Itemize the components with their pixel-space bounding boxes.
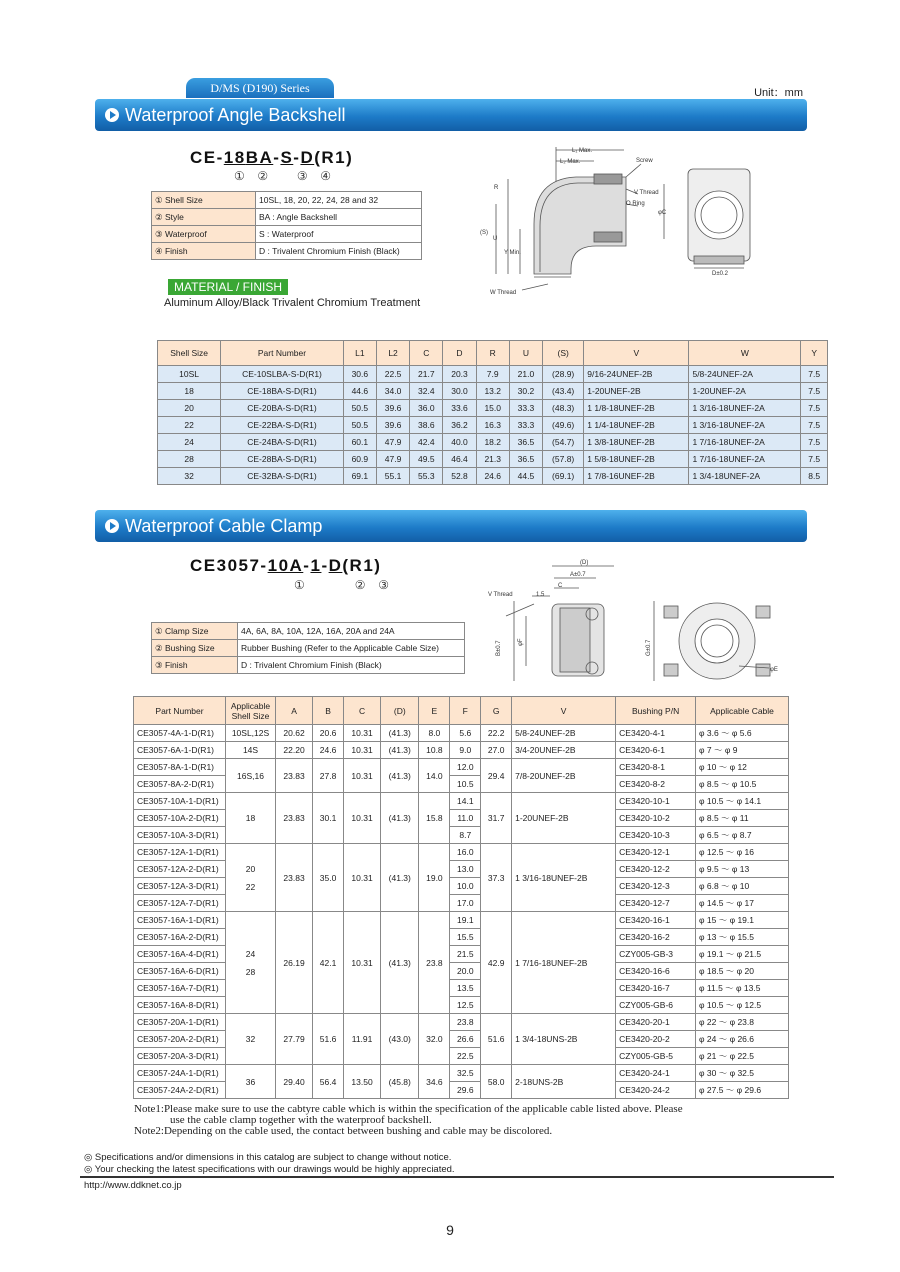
play-icon	[105, 519, 119, 533]
dim-s: (S)	[480, 230, 488, 236]
table-row: CE3057-20A-2-D(R1) 26.6 CE3420-20-2 φ 24 ～ φ 26.6	[134, 1031, 789, 1048]
table-row: CE3057-20A-3-D(R1) 22.5 CZY005-GB-5 φ 21 ～ φ 22.5	[134, 1048, 789, 1065]
note-2: Note2:Depending on the cable used, the contact between bushing and cable may be discolored.	[134, 1125, 553, 1137]
table-row: 20 CE-20BA-S-D(R1) 50.5 39.6 36.0 33.6 15.0 33.3 (48.3) 1 1/8-18UNEF-2B 1 3/16-18UNEF-2A 7.5	[158, 400, 828, 417]
material-heading: MATERIAL / FINISH	[168, 279, 288, 295]
spec-row: ④ Finish D : Trivalent Chromium Finish (Black)	[152, 243, 422, 260]
table-row: CE3057-12A-2-D(R1) 13.0 CE3420-12-2 φ 9.5 ～ φ 13	[134, 861, 789, 878]
spec-row: ① Shell Size 10SL, 18, 20, 22, 24, 28 and 32	[152, 192, 422, 209]
table-row: CE3057-16A-6-D(R1) 20.0 CE3420-16-6 φ 18.5 ～ φ 20	[134, 963, 789, 980]
table-row: CE3057-12A-3-D(R1) 10.0 CE3420-12-3 φ 6.8 ～ φ 10	[134, 878, 789, 895]
dim-l2: L₂ Max.	[560, 159, 581, 165]
note-1-cont: use the cable clamp together with the waterproof backshell.	[170, 1114, 432, 1126]
section-banner-cable-clamp	[95, 510, 807, 542]
table-row: CE3057-8A-2-D(R1) 10.5 CE3420-8-2 φ 8.5 ～ φ 10.5	[134, 776, 789, 793]
unit-label: Unit：mm	[754, 87, 803, 99]
table-row: CE3057-16A-4-D(R1) 21.5 CZY005-GB-3 φ 19.1 ～ φ 21.5	[134, 946, 789, 963]
table-row: CE3057-16A-8-D(R1) 12.5 CZY005-GB-6 φ 10.5 ～ φ 12.5	[134, 997, 789, 1014]
dim-d: D±0.2	[712, 271, 728, 277]
part-code: CE3057-10A-1-D(R1)	[190, 556, 382, 575]
material-text: Aluminum Alloy/Black Trivalent Chromium Treatment	[164, 297, 421, 309]
part-code: CE-18BA-S-D(R1)	[190, 148, 354, 167]
spec-table-backshell	[151, 191, 422, 260]
dim-15: 1.5	[536, 592, 545, 598]
page-number: 9	[446, 1222, 454, 1238]
table-row: CE3057-16A-1-D(R1) 24 28 26.19 42.1 10.31 (41.3) 23.8 19.1 42.9 1 7/16-18UNEF-2B CE3420-16-1 φ 15 ～ φ 19.1	[134, 912, 789, 929]
table-header-row: Part Number Applicable Shell Size A B C (D) E F G V Bushing P/N Applicable Cable	[134, 697, 789, 725]
table-row: CE3057-10A-2-D(R1) 11.0 CE3420-10-2 φ 8.5 ～ φ 11	[134, 810, 789, 827]
dim-l1: L₁ Max.	[572, 148, 593, 154]
label-vthread: V Thread	[488, 592, 513, 598]
table-row: 32 CE-32BA-S-D(R1) 69.1 55.1 55.3 52.8 24.6 44.5 (69.1) 1 7/8-16UNEF-2B 1 3/4-18UNEF-2A 8.5	[158, 468, 828, 485]
backshell-drawing	[476, 144, 776, 299]
footer-url[interactable]: http://www.ddknet.co.jp	[84, 1180, 182, 1191]
table-row: 22 CE-22BA-S-D(R1) 50.5 39.6 38.6 36.2 16.3 33.3 (49.6) 1 1/4-18UNEF-2B 1 3/16-18UNEF-2A 7.5	[158, 417, 828, 434]
dim-e: φE	[770, 667, 778, 673]
section-banner-angle-backshell	[95, 99, 807, 131]
table-row: CE3057-8A-1-D(R1) 16S,16 23.83 27.8 10.31 (41.3) 14.0 12.0 29.4 7/8-20UNEF-2B CE3420-8-1 φ 10 ～ φ 12	[134, 759, 789, 776]
section-title: Waterproof Cable Clamp	[125, 516, 323, 536]
table-row: 28 CE-28BA-S-D(R1) 60.9 47.9 49.5 46.4 21.3 36.5 (57.8) 1 5/8-18UNEF-2B 1 7/16-18UNEF-2A 7.5	[158, 451, 828, 468]
label-wthread: W Thread	[490, 290, 517, 296]
table-row: 10SL CE-10SLBA-S-D(R1) 30.6 22.5 21.7 20.3 7.9 21.0 (28.9) 9/16-24UNEF-2B 5/8-24UNEF-2A 7.5	[158, 366, 828, 383]
play-icon	[105, 108, 119, 122]
dim-c: φC	[658, 210, 667, 216]
table-row: CE3057-20A-1-D(R1) 32 27.79 51.6 11.91 (43.0) 32.0 23.8 51.6 1 3/4-18UNS-2B CE3420-20-1 φ 22 ～ φ 23.8	[134, 1014, 789, 1031]
table-row: CE3057-16A-7-D(R1) 13.5 CE3420-16-7 φ 11.5 ～ φ 13.5	[134, 980, 789, 997]
table-row: CE3057-4A-1-D(R1) 10SL,12S 20.62 20.6 10.31 (41.3) 8.0 5.6 22.2 5/8-24UNEF-2B CE3420-4-1 φ 3.6 ～ φ 5.6	[134, 725, 789, 742]
dim-g: G±0.7	[646, 639, 652, 656]
table-row: CE3057-10A-1-D(R1) 18 23.83 30.1 10.31 (41.3) 15.8 14.1 31.7 1-20UNEF-2B CE3420-10-1 φ 10.5 ～ φ 14.1	[134, 793, 789, 810]
table-row: CE3057-16A-2-D(R1) 15.5 CE3420-16-2 φ 13 ～ φ 15.5	[134, 929, 789, 946]
spec-row: ② Bushing Size Rubber Bushing (Refer to the Applicable Cable Size)	[152, 640, 465, 657]
clamp-drawing	[484, 556, 784, 686]
label-vthread: V Thread	[634, 190, 659, 196]
code-markers: ① ② ③	[294, 578, 391, 592]
spec-row: ③ Finish D : Trivalent Chromium Finish (Black)	[152, 657, 465, 674]
spec-row: ③ Waterproof S : Waterproof	[152, 226, 422, 243]
dim-r: R	[494, 185, 499, 191]
table-row: CE3057-12A-1-D(R1) 20 22 23.83 35.0 10.31 (41.3) 19.0 16.0 37.3 1 3/16-18UNEF-2B CE3420-12-1 φ 12.5 ～ φ 16	[134, 844, 789, 861]
series-tab: D/MS (D190) Series	[186, 78, 334, 98]
cable-clamp-table	[133, 696, 789, 1099]
footer-line-2: ◎ Your checking the latest specifications with our drawings would be highly appreciated.	[84, 1164, 455, 1175]
code-markers: ① ② ③ ④	[234, 169, 334, 183]
dim-c: C	[558, 583, 563, 589]
dim-u: U	[493, 236, 498, 242]
dim-a: A±0.7	[570, 572, 586, 578]
table-row: CE3057-24A-1-D(R1) 36 29.40 56.4 13.50 (45.8) 34.6 32.5 58.0 2-18UNS-2B CE3420-24-1 φ 30 ～ φ 32.5	[134, 1065, 789, 1082]
footer-line-1: ◎ Specifications and/or dimensions in this catalog are subject to change without notice.	[84, 1152, 452, 1163]
dim-b: B±0.7	[496, 640, 502, 656]
footer-rule	[80, 1176, 834, 1178]
label-screw: Screw	[636, 158, 653, 164]
table-header-row: Shell Size Part Number L1 L2 C D R U (S) V W Y	[158, 341, 828, 366]
backshell-table	[157, 340, 828, 485]
dim-d: (D)	[580, 560, 589, 566]
table-row: 18 CE-18BA-S-D(R1) 44.6 34.0 32.4 30.0 13.2 30.2 (43.4) 1-20UNEF-2B 1-20UNEF-2A 7.5	[158, 383, 828, 400]
section-title: Waterproof Angle Backshell	[125, 105, 346, 125]
table-row: 24 CE-24BA-S-D(R1) 60.1 47.9 42.4 40.0 18.2 36.5 (54.7) 1 3/8-18UNEF-2B 1 7/16-18UNEF-2A 7.5	[158, 434, 828, 451]
dim-f: φF	[518, 638, 524, 646]
note-1: Note1:Please make sure to use the cabtyre cable which is within the specification of the applicable cable listed above. Please	[134, 1103, 683, 1115]
dim-ymin: Y Min.	[504, 250, 521, 256]
spec-table-clamp	[151, 622, 465, 674]
table-row: CE3057-6A-1-D(R1) 14S 22.20 24.6 10.31 (41.3) 10.8 9.0 27.0 3/4-20UNEF-2B CE3420-6-1 φ 7 ～ φ 9	[134, 742, 789, 759]
table-row: CE3057-24A-2-D(R1) 29.6 CE3420-24-2 φ 27.5 ～ φ 29.6	[134, 1082, 789, 1099]
label-oring: O Ring	[626, 201, 645, 207]
table-row: CE3057-12A-7-D(R1) 17.0 CE3420-12-7 φ 14.5 ～ φ 17	[134, 895, 789, 912]
spec-row: ② Style BA : Angle Backshell	[152, 209, 422, 226]
table-row: CE3057-10A-3-D(R1) 8.7 CE3420-10-3 φ 6.5 ～ φ 8.7	[134, 827, 789, 844]
spec-row: ① Clamp Size 4A, 6A, 8A, 10A, 12A, 16A, 20A and 24A	[152, 623, 465, 640]
